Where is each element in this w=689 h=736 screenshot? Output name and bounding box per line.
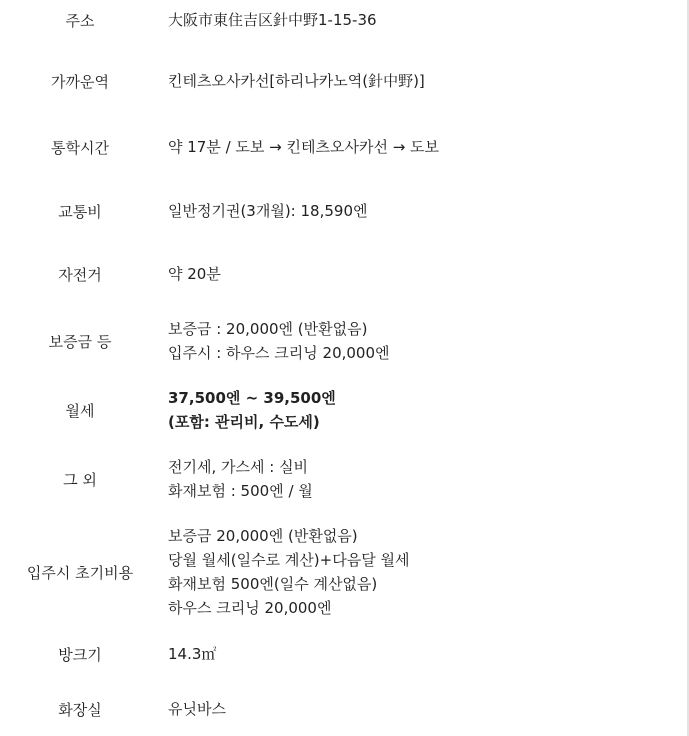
row-value [168,8,678,32]
rent-amount: 37,500엔 ~ 39,500엔 [168,389,336,407]
info-row-room-size [0,642,686,666]
value-line: 입주시 : 하우스 크리닝 20,000엔 [168,344,390,362]
value-line: 전기세, 가스세 : 실비 [168,458,309,476]
value-line: 하우스 크리닝 20,000엔 [168,599,332,617]
info-row-bathroom [0,697,686,721]
value-line: 大阪市東住吉区針中野1-15-36 [168,11,377,29]
info-row-bicycle [0,262,686,286]
row-label: 교통비 [58,203,102,221]
value-line: 약 17분 / 도보 → 킨테츠오사카선 → 도보 [168,138,440,156]
row-value [168,524,678,620]
row-label: 화장실 [58,701,102,719]
row-value [168,386,678,434]
value-line: 14.3㎡ [168,645,217,663]
row-value [168,317,678,365]
row-label: 주소 [65,12,95,30]
rent-includes: (포함: 관리비, 수도세) [168,413,320,431]
row-label: 자전거 [58,266,102,284]
info-row-commute-time [0,135,686,159]
row-label: 가까운역 [51,73,109,91]
value-line: 보증금 20,000엔 (반환없음) [168,527,358,545]
info-row-monthly-rent [0,386,686,434]
info-row-nearest-station [0,69,686,93]
row-label: 월세 [65,402,95,420]
row-value [168,697,678,721]
value-line: 화재보험 : 500엔 / 월 [168,482,313,500]
row-label: 그 외 [63,471,97,489]
row-label: 방크기 [58,646,102,664]
value-line: 당월 월세(일수로 계산)+다음달 월세 [168,551,410,569]
row-value [168,455,678,503]
row-label: 통학시간 [51,139,109,157]
info-row-deposit [0,317,686,365]
value-line: 약 20분 [168,265,221,283]
value-line: 보증금 : 20,000엔 (반환없음) [168,320,368,338]
row-value [168,199,678,223]
row-value [168,135,678,159]
row-value [168,69,678,93]
info-row-other-costs [0,455,686,503]
value-line: 킨테츠오사카선[하리나카노역(針中野)] [168,72,425,90]
row-label: 보증금 등 [48,333,112,351]
value-line: 유닛바스 [168,700,226,718]
row-value [168,642,678,666]
row-value [168,262,678,286]
info-row-address [0,8,686,32]
value-line: 화재보험 500엔(일수 계산없음) [168,575,378,593]
info-row-transport-cost [0,199,686,223]
info-row-initial-costs [0,524,686,620]
value-line: 일반정기권(3개월): 18,590엔 [168,202,368,220]
row-label: 입주시 초기비용 [26,564,134,582]
